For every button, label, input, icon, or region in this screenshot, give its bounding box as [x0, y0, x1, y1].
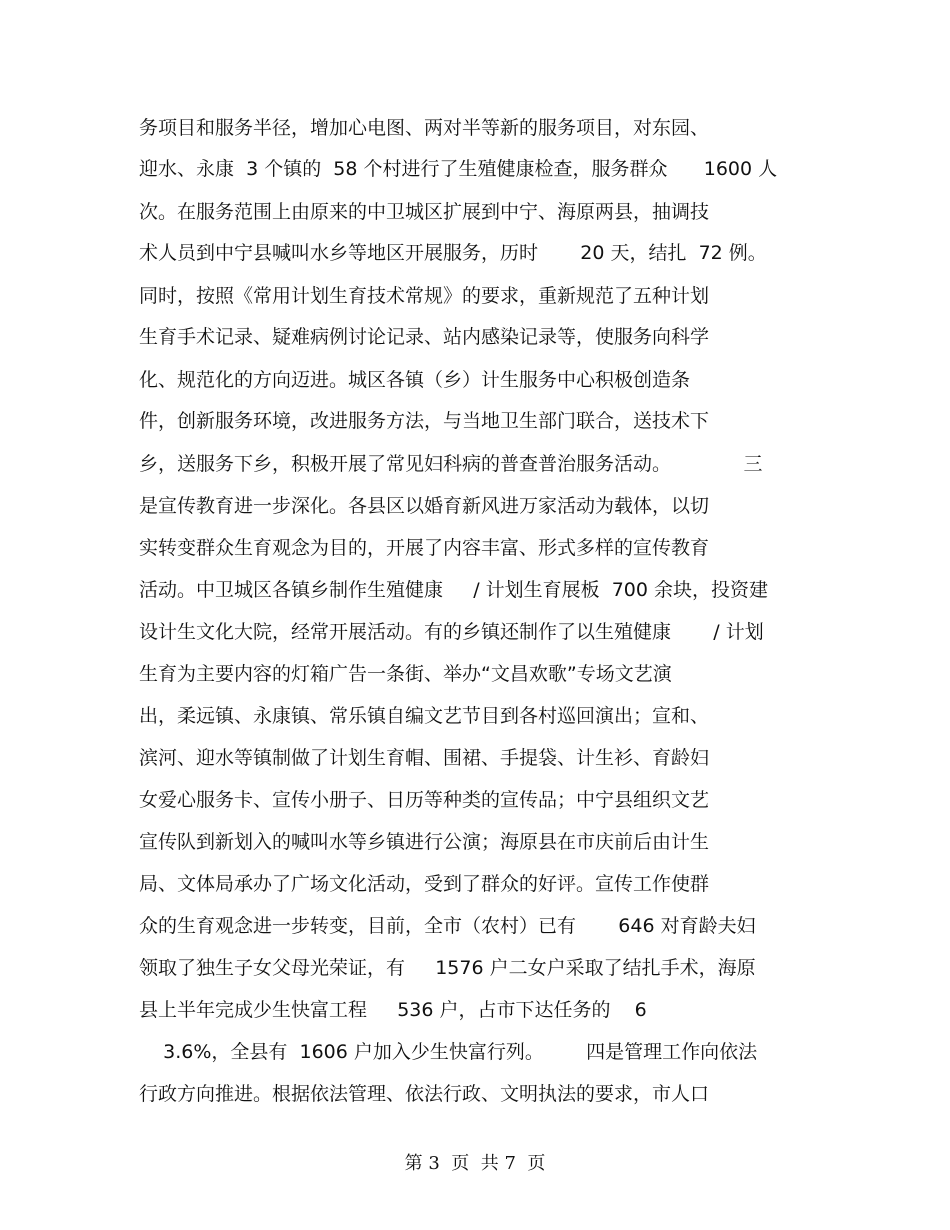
text-line: 术人员到中宁县喊叫水乡等地区开展服务，历时 20 天，结扎 72 例。 — [139, 242, 767, 264]
text-line: 实转变群众生育观念为目的，开展了内容丰富、形式多样的宣传教育 — [139, 537, 710, 559]
text-line: 务项目和服务半径，增加心电图、两对半等新的服务项目，对东园、 — [139, 117, 710, 139]
text-line: 是宣传教育进一步深化。各县区以婚育新风进万家活动为载体，以切 — [139, 495, 710, 517]
text-line: 件，创新服务环境，改进服务方法，与当地卫生部门联合，送技术下 — [139, 410, 710, 432]
text-line: 生育手术记录、疑难病例讨论记录、站内感染记录等，使服务向科学 — [139, 326, 710, 348]
page-number-footer: 第 3 页 共 7 页 — [404, 1153, 546, 1174]
text-line: 众的生育观念进一步转变，目前，全市（农村）已有 646 对育龄夫妇 — [139, 915, 756, 937]
text-line: 3.6%，全县有 1606 户加入少生快富行列。 四是管理工作向依法 — [139, 1041, 758, 1063]
text-line: 宣传队到新划入的喊叫水等乡镇进行公演；海原县在市庆前后由计生 — [139, 831, 710, 853]
text-line: 县上半年完成少生快富工程 536 户，占市下达任务的 6 — [139, 999, 647, 1021]
text-line: 设计生文化大院，经常开展活动。有的乡镇还制作了以生殖健康 / 计划 — [139, 621, 764, 643]
text-line: 出，柔远镇、永康镇、常乐镇自编文艺节目到各村巡回演出；宣和、 — [139, 705, 710, 727]
text-line: 滨河、迎水等镇制做了计划生育帽、围裙、手提袋、计生衫、育龄妇 — [139, 747, 710, 769]
text-line: 女爱心服务卡、宣传小册子、日历等种类的宣传品；中宁县组织文艺 — [139, 789, 710, 811]
text-line: 领取了独生子女父母光荣证，有 1576 户二女户采取了结扎手术，海原 — [139, 957, 756, 979]
text-line: 活动。中卫城区各镇乡制作生殖健康 / 计划生育展板 700 余块，投资建 — [139, 579, 769, 601]
text-line: 乡，送服务下乡，积极开展了常见妇科病的普查普治服务活动。 三 — [139, 453, 763, 475]
text-line: 生育为主要内容的灯箱广告一条街、举办“文昌欢歌”专场文艺演 — [139, 663, 672, 685]
text-line: 次。在服务范围上由原来的中卫城区扩展到中宁、海原两县，抽调技 — [139, 201, 710, 223]
text-line: 局、文体局承办了广场文化活动，受到了群众的好评。宣传工作使群 — [139, 873, 710, 895]
text-line: 同时，按照《常用计划生育技术常规》的要求，重新规范了五种计划 — [139, 285, 710, 307]
text-line: 化、规范化的方向迈进。城区各镇（乡）计生服务中心积极创造条 — [139, 369, 691, 391]
text-line: 迎水、永康 3 个镇的 58 个村进行了生殖健康检查，服务群众 1600 人 — [139, 158, 778, 180]
text-line: 行政方向推进。根据依法管理、依法行政、文明执法的要求，市人口 — [139, 1083, 710, 1105]
